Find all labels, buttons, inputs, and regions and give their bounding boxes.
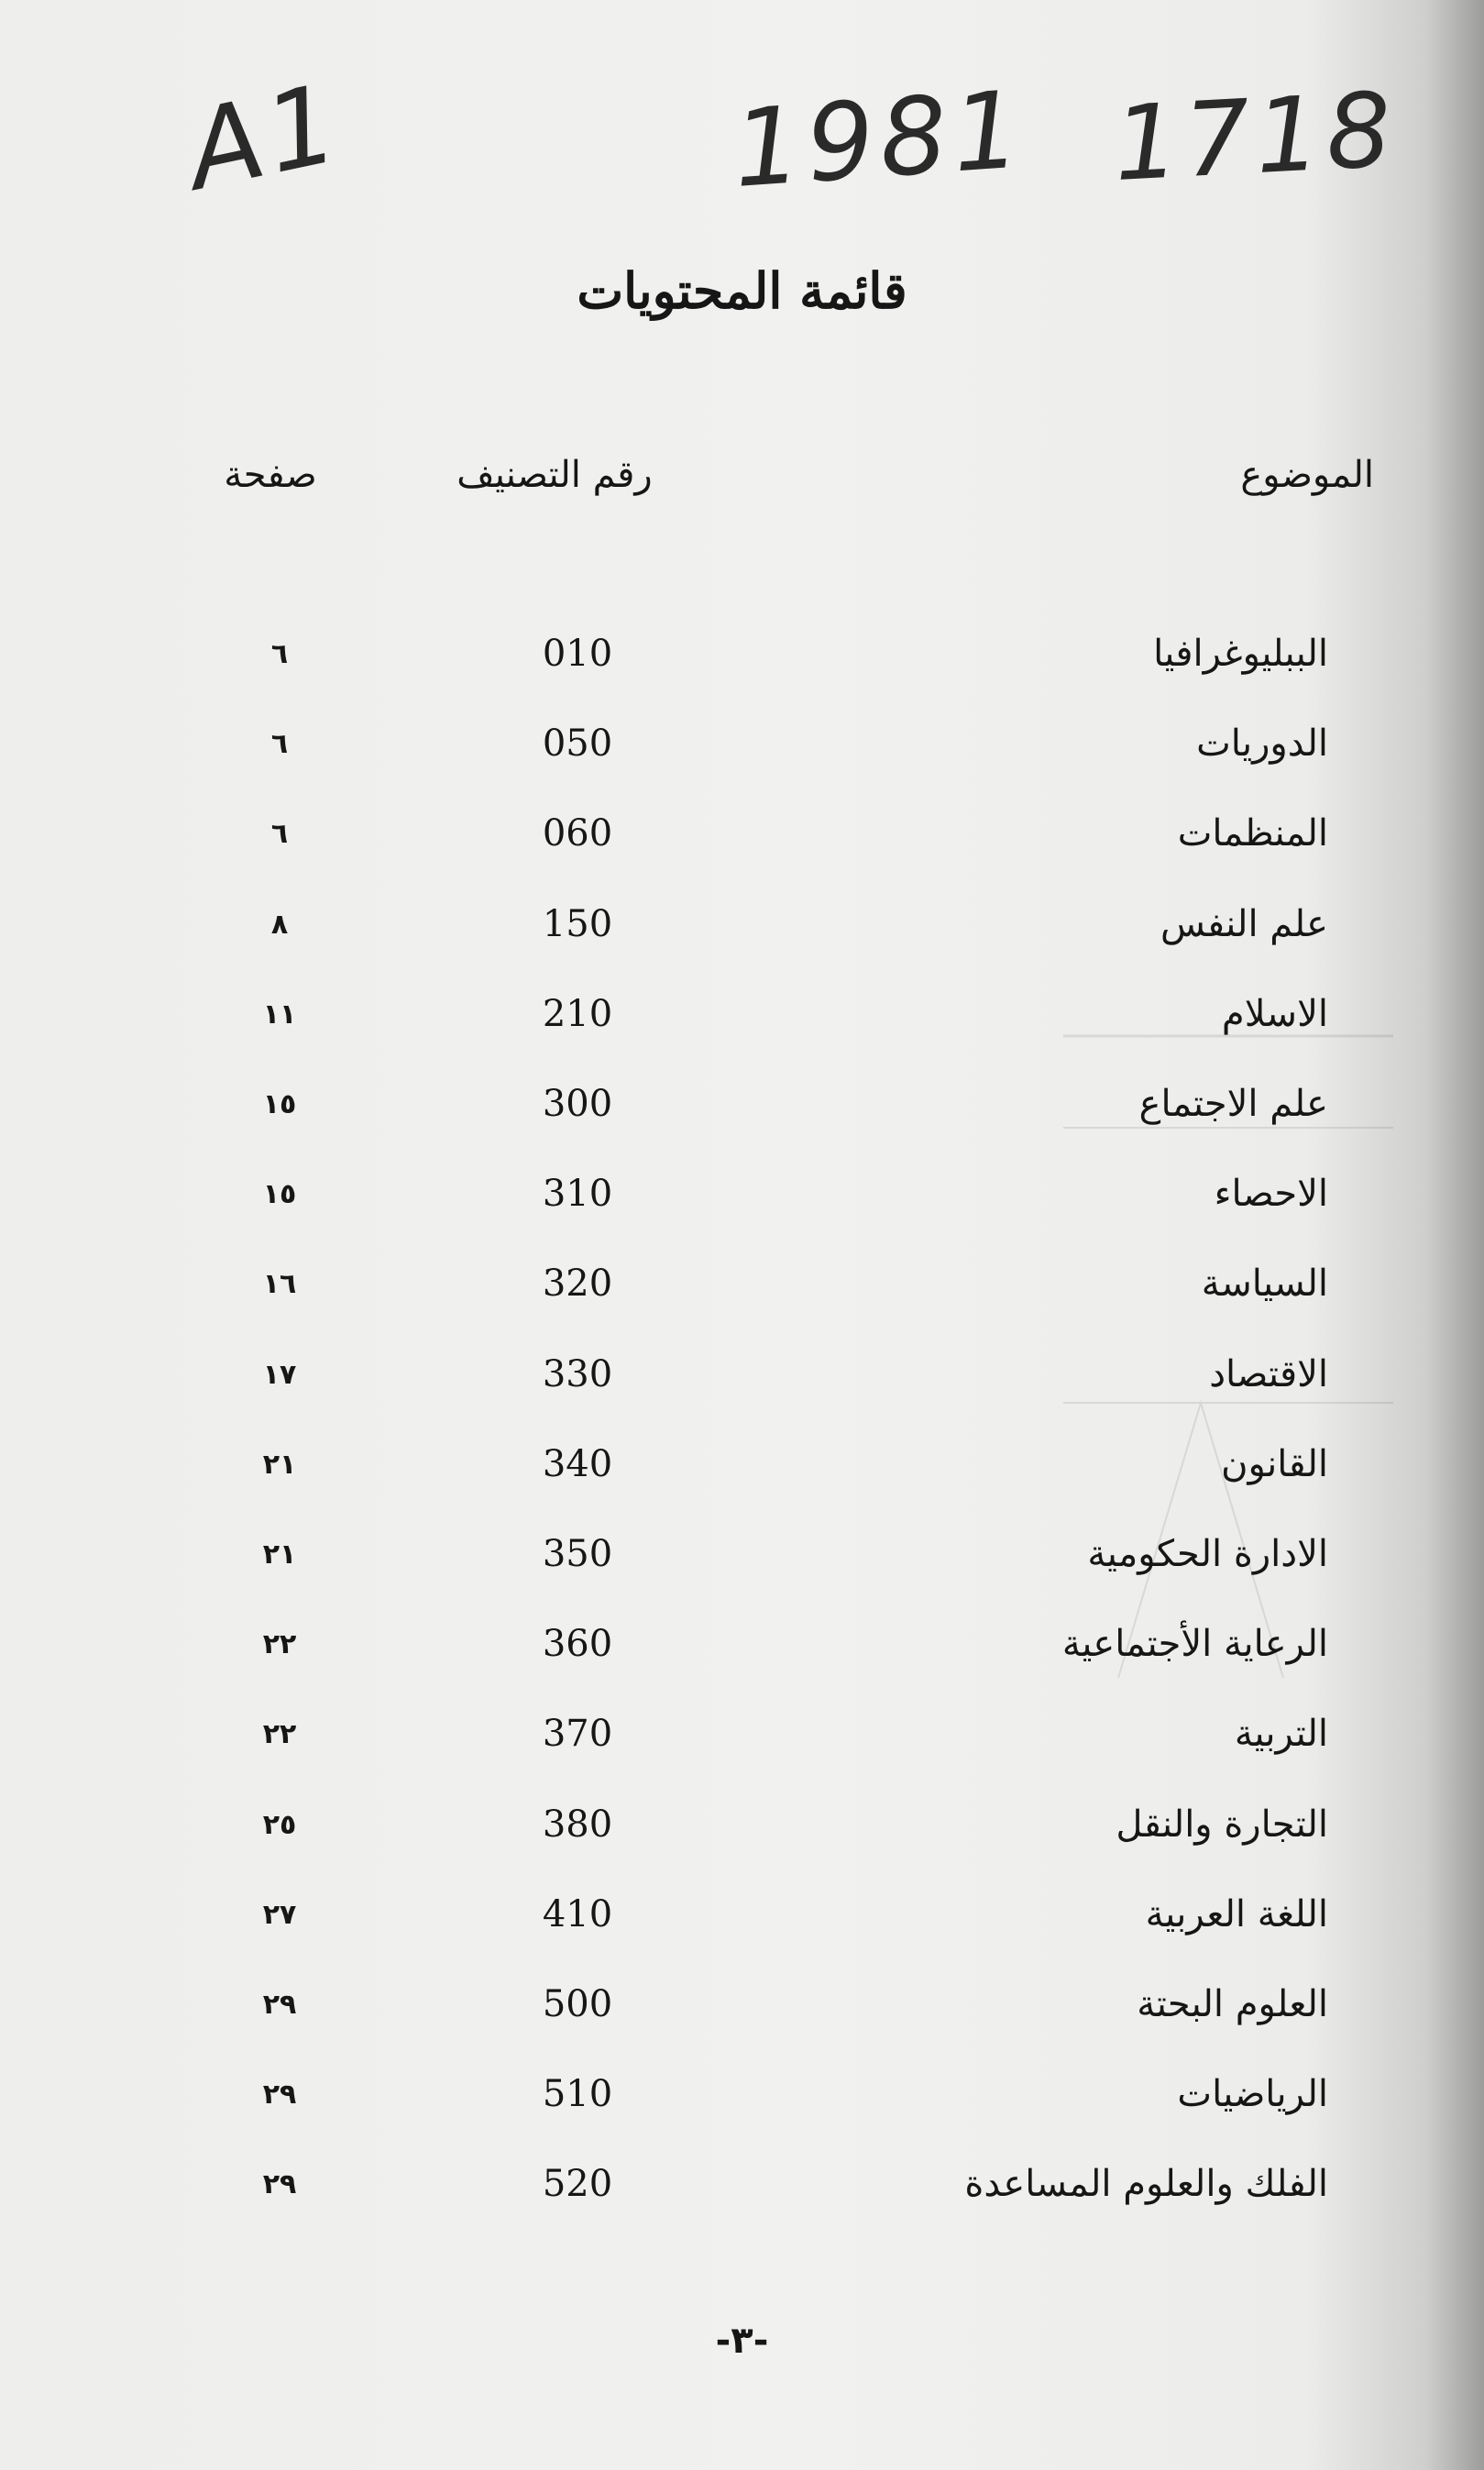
- entry-classification-code: 330: [542, 1352, 613, 1395]
- entry-classification-code: 380: [542, 1803, 613, 1846]
- entry-classification-code: 050: [542, 722, 613, 766]
- column-header-classification: رقم التصنيف: [456, 454, 653, 496]
- entry-page-number: ١١: [262, 998, 297, 1031]
- table-row: [0, 1533, 1484, 1597]
- table-row: [0, 1443, 1484, 1507]
- table-row: [0, 1983, 1484, 2047]
- entry-classification-code: 500: [542, 1983, 613, 2025]
- entry-classification-code: 010: [542, 633, 613, 675]
- table-row: [0, 1623, 1484, 1687]
- entry-page-number: ١٥: [262, 1088, 297, 1120]
- entry-page-number: ١٥: [262, 1178, 297, 1211]
- entry-topic: السياسة: [1201, 1263, 1328, 1306]
- page-number: -٣-: [715, 2320, 769, 2362]
- table-row: [0, 1353, 1484, 1417]
- entry-page-number: ٢٧: [262, 1898, 297, 1931]
- table-row: [0, 2073, 1484, 2137]
- entry-topic: اللغة العربية: [1145, 1892, 1328, 1935]
- entry-page-number: ٢١: [262, 1538, 297, 1571]
- entry-topic: الاحصاء: [1214, 1173, 1328, 1216]
- handwritten-year: 1981: [729, 68, 1030, 212]
- entry-classification-code: 410: [542, 1892, 613, 1935]
- table-row: [0, 722, 1484, 787]
- entry-classification-code: 060: [542, 812, 613, 855]
- table-row: [0, 1083, 1484, 1147]
- entry-topic: الادارة الحكومية: [1087, 1533, 1328, 1575]
- entry-page-number: ٦: [270, 638, 289, 670]
- table-row: [0, 1893, 1484, 1957]
- entry-topic: الرياضيات: [1177, 2073, 1328, 2116]
- table-row: [0, 1713, 1484, 1777]
- entry-topic: القانون: [1221, 1442, 1328, 1485]
- table-row: [0, 2163, 1484, 2227]
- entry-topic: المنظمات: [1177, 812, 1328, 855]
- entry-page-number: ٢٩: [262, 2079, 297, 2112]
- entry-page-number: ٦: [270, 818, 289, 851]
- entry-classification-code: 350: [542, 1533, 613, 1575]
- table-row: [0, 633, 1484, 697]
- page-title: قائمة المحتويات: [577, 261, 907, 320]
- handwritten-mark: A1: [176, 59, 354, 215]
- entry-topic: الببليوغرافيا: [1153, 633, 1328, 675]
- entry-page-number: ٨: [270, 908, 289, 941]
- entry-page-number: ١٦: [262, 1268, 297, 1301]
- entry-topic: التربية: [1234, 1713, 1328, 1756]
- entry-page-number: ٦: [270, 728, 289, 761]
- table-row: [0, 812, 1484, 877]
- entry-page-number: ٢١: [262, 1448, 297, 1481]
- entry-topic: الدوريات: [1196, 722, 1328, 766]
- table-row: [0, 1263, 1484, 1327]
- entry-topic: الرعاية الأجتماعية: [1061, 1623, 1328, 1666]
- entry-page-number: ١٧: [262, 1358, 297, 1391]
- entry-page-number: ٢٩: [262, 2168, 297, 2201]
- handwritten-number: 1718: [1110, 71, 1401, 204]
- table-row: [0, 1803, 1484, 1868]
- entry-classification-code: 150: [542, 902, 613, 945]
- entry-page-number: ٢٥: [262, 1808, 297, 1841]
- table-row: [0, 903, 1484, 967]
- entry-classification-code: 510: [542, 2073, 613, 2116]
- entry-topic: الاسلام: [1221, 992, 1328, 1035]
- entry-classification-code: 370: [542, 1713, 613, 1756]
- entry-topic: علم النفس: [1160, 902, 1328, 945]
- entry-page-number: ٢٩: [262, 1989, 297, 2021]
- entry-topic: الفلك والعلوم المساعدة: [964, 2163, 1328, 2206]
- entry-classification-code: 210: [542, 992, 613, 1035]
- table-row: [0, 1173, 1484, 1237]
- entry-classification-code: 520: [542, 2163, 613, 2206]
- entry-topic: علم الاجتماع: [1138, 1083, 1328, 1125]
- column-header-topic: الموضوع: [1240, 454, 1374, 496]
- entry-topic: العلوم البحتة: [1137, 1983, 1328, 2025]
- entry-classification-code: 340: [542, 1442, 613, 1485]
- entry-topic: الاقتصاد: [1209, 1352, 1328, 1395]
- table-row: [0, 993, 1484, 1057]
- entry-classification-code: 300: [542, 1083, 613, 1125]
- entry-topic: التجارة والنقل: [1116, 1803, 1328, 1846]
- column-header-page: صفحة: [224, 454, 317, 496]
- entry-classification-code: 360: [542, 1623, 613, 1666]
- entry-page-number: ٢٢: [262, 1628, 297, 1661]
- entry-classification-code: 320: [542, 1263, 613, 1306]
- entry-classification-code: 310: [542, 1173, 613, 1216]
- entry-page-number: ٢٢: [262, 1718, 297, 1751]
